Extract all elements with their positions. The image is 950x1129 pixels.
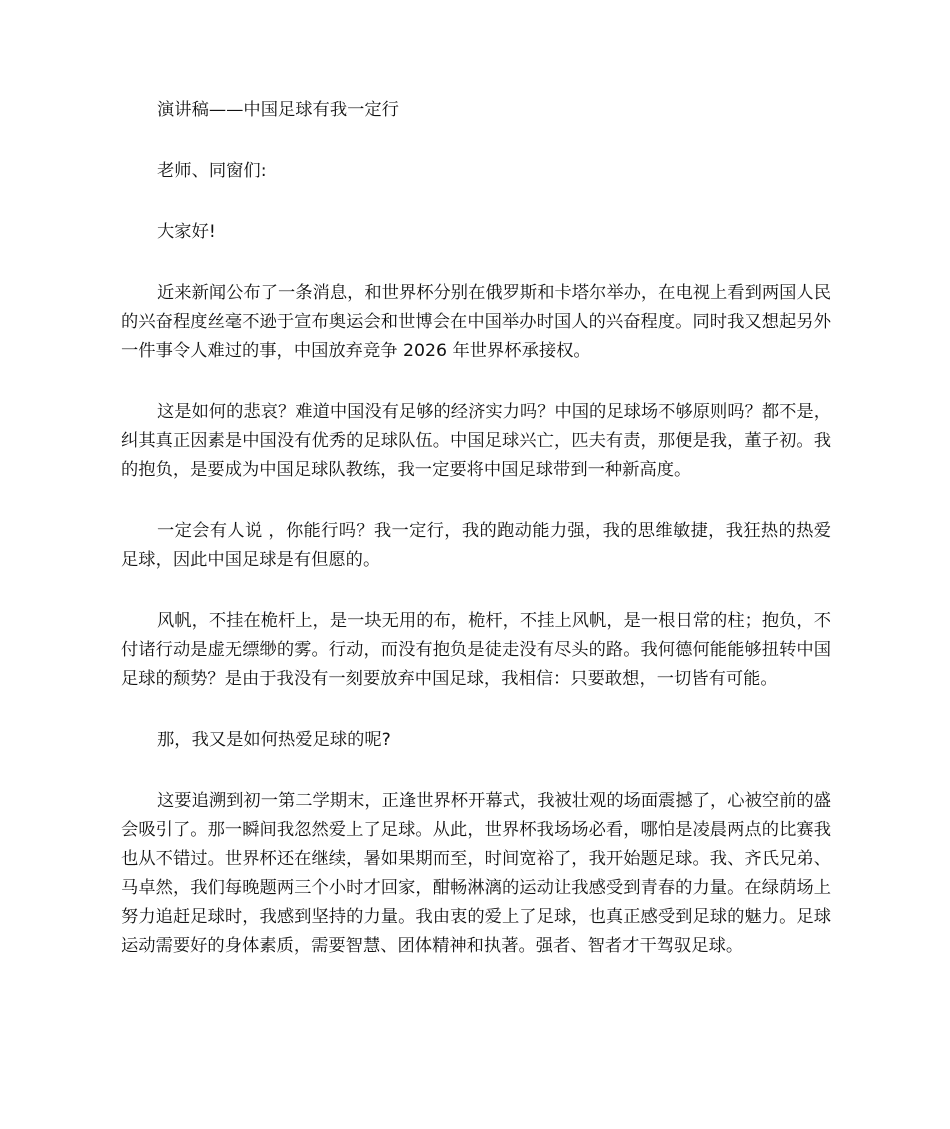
document-page bbox=[121, 96, 831, 993]
body-paragraph: 这要追溯到初一第二学期末，正逢世界杯开幕式，我被壮观的场面震撼了，心被空前的盛会吸引了。那一瞬间我忽然爱上了足球。从此，世界杯我场场必看，哪怕是凌晨两点的比赛我也从不错过。世界杯还在继续，暑如果期而至，时间宽裕了，我开始题足球。我、齐氏兄弟、马卓然，我们每晚题两三个小时才回家，酣畅淋漓的运动让我感受到青春的力量。在绿荫场上努力追赶足球时，我感到坚持的力量。我由衷的爱上了足球，也真正感受到足球的魅力。足球运动需要好的身体素质，需要智慧、团体精神和执著。强者、智者才干驾驭足球。 bbox=[121, 791, 831, 956]
salutation: 老师、同窗们: bbox=[157, 161, 267, 181]
speech-title: 演讲稿——中国足球有我一定行 bbox=[157, 100, 399, 120]
body-paragraph: 一定会有人说 ，你能行吗？我一定行，我的跑动能力强，我的思维敏捷，我狂热的热爱足球，因此中国足球是有但愿的。 bbox=[121, 521, 831, 570]
body-paragraph: 这是如何的悲哀？难道中国没有足够的经济实力吗？中国的足球场不够原则吗？都不是，纠其真正因素是中国没有优秀的足球队伍。中国足球兴亡，匹夫有责，那便是我，董子初。我的抱负，是要成为中国足球队教练，我一定要将中国足球带到一种新高度。 bbox=[121, 402, 831, 480]
body-paragraph: 近来新闻公布了一条消息，和世界杯分别在俄罗斯和卡塔尔举办，在电视上看到两国人民的兴奋程度丝毫不逊于宣布奥运会和世博会在中国举办时国人的兴奋程度。同时我又想起另外一件事令人难过的事，中国放弃竞争 2026 年世界杯承接权。 bbox=[121, 283, 831, 361]
body-paragraph: 那，我又是如何热爱足球的呢? bbox=[157, 730, 391, 750]
body-paragraph: 风帆，不挂在桅杆上，是一块无用的布，桅杆，不挂上风帆，是一根日常的柱；抱负，不付诸行动是虚无缥缈的雾。行动，而没有抱负是徒走没有尽头的路。我何德何能能够扭转中国足球的颓势？是由于我没有一刻要放弃中国足球，我相信：只要敢想，一切皆有可能。 bbox=[121, 611, 831, 689]
greeting: 大家好! bbox=[157, 222, 216, 242]
